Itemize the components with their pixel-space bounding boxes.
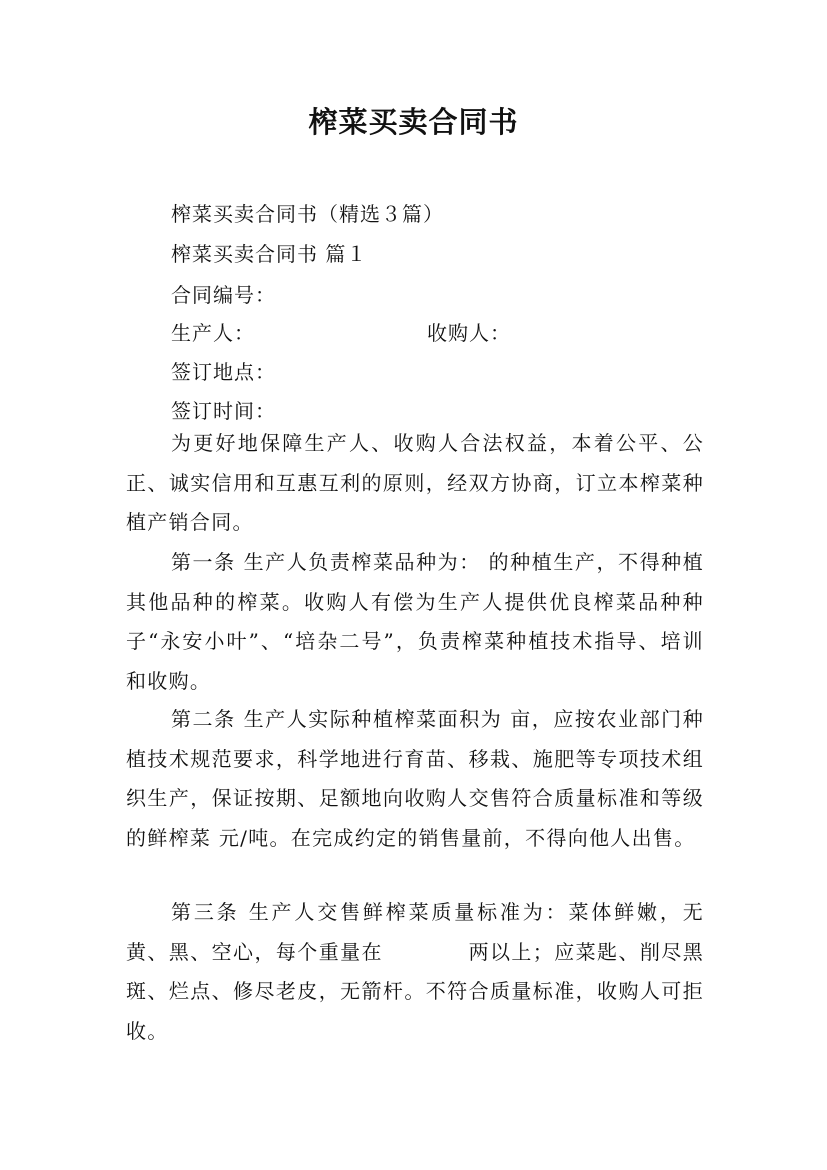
paragraph-article-3: 第三条 生产人交售鲜榨菜质量标准为：菜体鲜嫩，无黄、黑、空心，每个重量在 两以上；应菜匙、削尽黑斑、烂点、修尽老皮，无箭杆。不符合质量标准，收购人可拒收。 bbox=[126, 900, 704, 1043]
signing-time-label: 签订时间： bbox=[171, 399, 276, 423]
producer-label: 生产人： bbox=[171, 321, 255, 345]
signing-place-label: 签订地点： bbox=[171, 360, 276, 384]
paragraph-preamble: 为更好地保障生产人、收购人合法权益，本着公平、公正、诚实信用和互惠互利的原则，经双方协商，订立本榨菜种植产销合同。 bbox=[126, 431, 704, 534]
section-heading: 榨菜买卖合同书 篇１ bbox=[171, 242, 368, 266]
buyer-label: 收购人： bbox=[427, 321, 511, 345]
paragraph-article-2: 第二条 生产人实际种植榨菜面积为 亩，应按农业部门种植技术规范要求，科学地进行育苗、移栽、施肥等专项技术组织生产，保证按期、足额地向收购人交售符合质量标准和等级的鲜榨菜 元/吨。在完成约定的销售量前，不得向他人出售。 bbox=[126, 707, 704, 850]
contract-number-label: 合同编号： bbox=[171, 283, 276, 307]
document-title: 榨菜买卖合同书 bbox=[308, 105, 519, 139]
paragraph-article-1: 第一条 生产人负责榨菜品种为： 的种植生产，不得种植其他品种的榨菜。收购人有偿为生产人提供优良榨菜品种种子“永安小叶”、“培杂二号”，负责榨菜种植技术指导、培训和收购。 bbox=[126, 550, 704, 693]
document-subtitle: 榨菜买卖合同书（精选３篇） bbox=[171, 202, 444, 226]
